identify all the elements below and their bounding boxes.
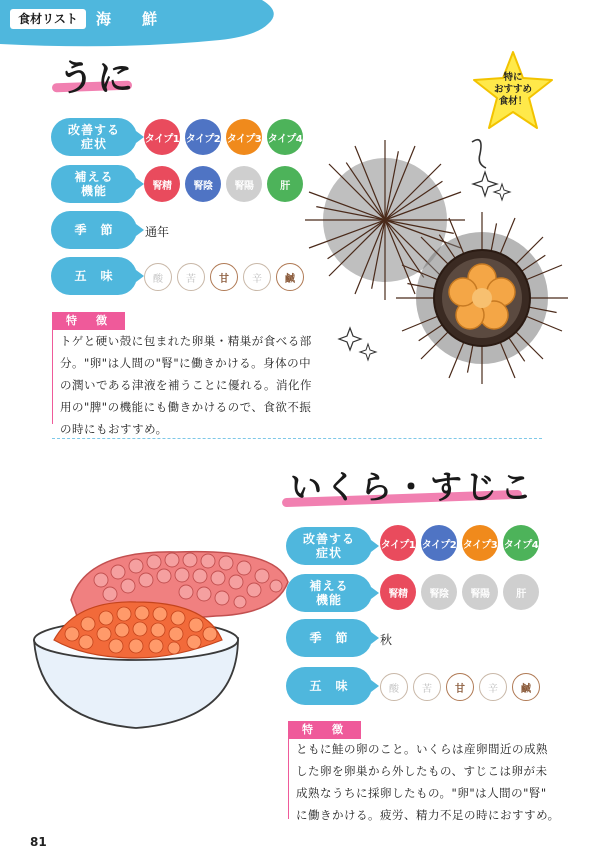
- uni-feature-tag: 特 徴: [52, 312, 125, 330]
- ikura-function-label: 補える 機能: [286, 574, 372, 612]
- uni-type4-badge: タイプ4: [267, 119, 303, 155]
- ikura-type4-badge: タイプ4: [503, 525, 539, 561]
- uni-type3-badge: タイプ3: [226, 119, 262, 155]
- uni-function-jinin: 腎陰: [185, 166, 221, 202]
- uni-season-label: 季 節: [51, 211, 137, 249]
- ikura-season-label: 季 節: [286, 619, 372, 657]
- page-number: 81: [30, 835, 47, 849]
- uni-taste-salty: 鹹: [276, 263, 304, 291]
- uni-symptom-label: 改善する 症状: [51, 118, 137, 156]
- uni-taste-sweet: 甘: [210, 263, 238, 291]
- uni-feature-text: トゲと硬い殻に包まれた卵巣・精巣が食べる部 分。"卵"は人間の"腎"に働きかける。身体の中 の潤いである津液を補うことに優れる。消化作 用の"脾"の機能にも働きかけるので、食欲不振 の時にもおすすめ。: [60, 334, 312, 436]
- uni-title: うに: [58, 58, 137, 99]
- ikura-taste-sour: 酸: [380, 673, 408, 701]
- uni-season-value: 通年: [145, 225, 170, 239]
- ikura-season-value: 秋: [380, 633, 393, 647]
- header-section-label: 食材リスト: [10, 9, 86, 29]
- uni-function-kan: 肝: [267, 166, 303, 202]
- ikura-taste-salty: 鹹: [512, 673, 540, 701]
- ikura-function-jinsei: 腎精: [380, 574, 416, 610]
- section-divider: [52, 438, 542, 439]
- ikura-taste-pungent: 辛: [479, 673, 507, 701]
- recommend-badge-text: 特に おすすめ 食材！: [493, 72, 533, 107]
- ikura-feature-tag: 特 徴: [288, 721, 361, 739]
- ikura-title: いくら・すじこ: [290, 468, 536, 506]
- ikura-type1-badge: タイプ1: [380, 525, 416, 561]
- uni-taste-bitter: 苦: [177, 263, 205, 291]
- ikura-feature-border: [288, 739, 289, 819]
- uni-function-jinsei: 腎精: [144, 166, 180, 202]
- uni-taste-label: 五 味: [51, 257, 137, 295]
- ikura-type2-badge: タイプ2: [421, 525, 457, 561]
- uni-type1-badge: タイプ1: [144, 119, 180, 155]
- uni-taste-sour: 酸: [144, 263, 172, 291]
- ikura-feature-text: ともに鮭の卵のこと。いくらは産卵間近の成熟 した卵を卵巣から外したもの、すじこは卵が未 成熟なうちに採卵したもの。"卵"は人間の"腎" に働きかける。疲労、精力不足の時におすすめ。: [296, 742, 560, 822]
- ikura-taste-sweet: 甘: [446, 673, 474, 701]
- ikura-taste-bitter: 苦: [413, 673, 441, 701]
- header-category: 海 鮮: [96, 10, 166, 28]
- ikura-taste-label: 五 味: [286, 667, 372, 705]
- ikura-function-jinyo: 腎陽: [462, 574, 498, 610]
- ikura-type3-badge: タイプ3: [462, 525, 498, 561]
- ikura-function-jinin: 腎陰: [421, 574, 457, 610]
- uni-type2-badge: タイプ2: [185, 119, 221, 155]
- uni-function-label: 補える 機能: [51, 165, 137, 203]
- uni-function-jinyo: 腎陽: [226, 166, 262, 202]
- ikura-function-kan: 肝: [503, 574, 539, 610]
- ikura-sujiko-illustration: [26, 530, 296, 735]
- ikura-symptom-label: 改善する 症状: [286, 527, 372, 565]
- uni-feature-border: [52, 330, 53, 424]
- uni-taste-pungent: 辛: [243, 263, 271, 291]
